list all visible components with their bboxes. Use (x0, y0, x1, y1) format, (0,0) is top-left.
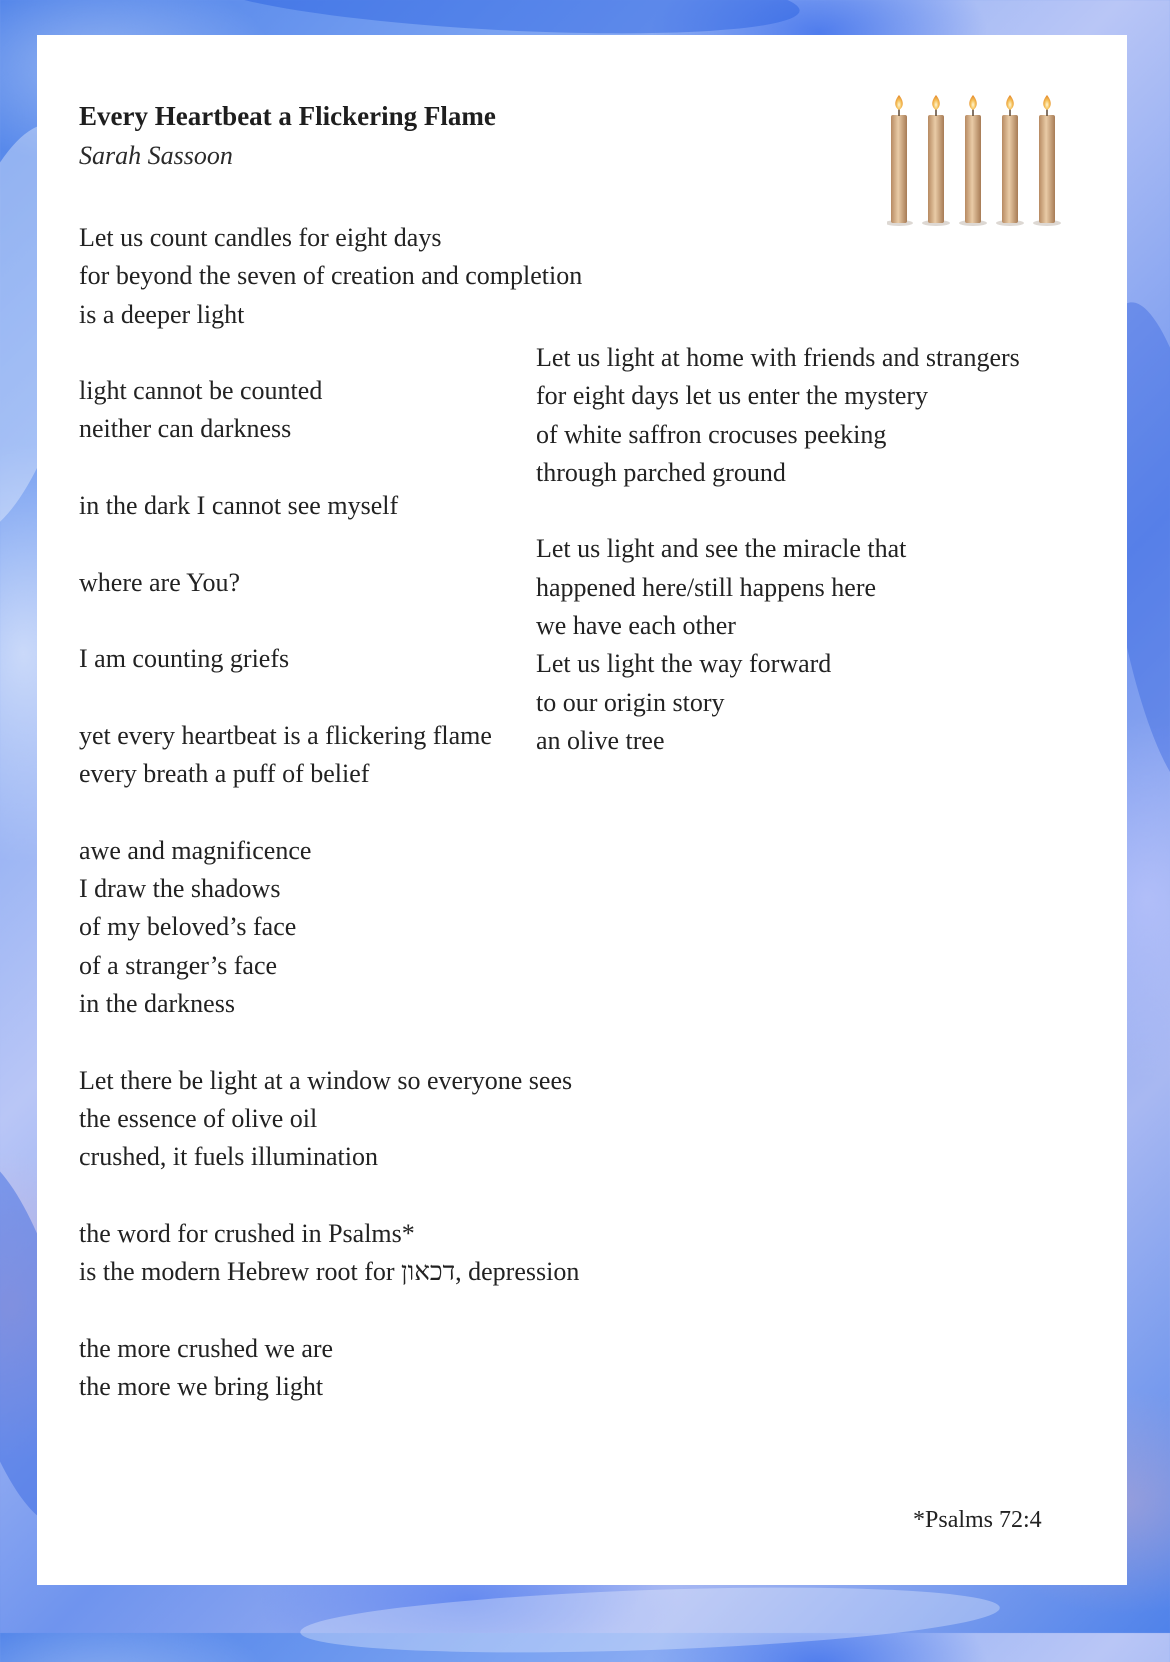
poem-line: is a deeper light (79, 299, 245, 329)
poem-line: light cannot be counted (79, 376, 323, 406)
marble-streak (299, 1578, 1001, 1662)
stanza (536, 339, 1020, 492)
stanza (79, 640, 582, 678)
candle-icon (959, 95, 987, 226)
stanza (79, 1330, 582, 1407)
poem-right-column (536, 339, 1020, 760)
poem-line: the essence of olive oil (79, 1103, 318, 1133)
poem-line: in the darkness (79, 988, 235, 1018)
poem-line: crushed, it fuels illumination (79, 1142, 378, 1172)
stanza (536, 530, 1020, 760)
poem-line: every breath a puff of belief (79, 759, 370, 789)
candle-icon (922, 95, 950, 226)
poem-line: neither can darkness (79, 414, 292, 444)
candles-illustration (887, 93, 1067, 238)
poem-title: Every Heartbeat a Flickering Flame (79, 101, 496, 131)
poem-line: through parched ground (536, 457, 786, 487)
poem-line: we have each other (536, 611, 736, 641)
poem-line: Let us light at home with friends and strangers (536, 343, 1020, 372)
footnote: *Psalms 72:4 (913, 1507, 1042, 1533)
poem-line: to our origin story (536, 687, 725, 717)
poem-author: Sarah Sassoon (79, 141, 233, 170)
poem-line: awe and magnificence (79, 835, 312, 865)
poem-line: in the dark I cannot see myself (79, 491, 399, 521)
poem-line: Let us light the way forward (536, 649, 832, 679)
poem-line: the more crushed we are (79, 1333, 334, 1363)
poem-line: of white saffron crocuses peeking (536, 419, 887, 449)
poem-line: for eight days let us enter the mystery (536, 381, 929, 411)
poem-line: is the modern Hebrew root for דכאון, depression (79, 1257, 580, 1287)
poem-line: I draw the shadows (79, 874, 281, 904)
poem-line: I am counting griefs (79, 644, 290, 674)
poem-line: of a stranger’s face (79, 950, 278, 980)
poem-line: for beyond the seven of creation and completion (79, 261, 583, 291)
poem-line: the word for crushed in Psalms* (79, 1218, 415, 1248)
stanza (79, 487, 582, 525)
stanza (79, 372, 582, 449)
stanza (79, 1215, 582, 1292)
candle-icon (887, 95, 913, 226)
stanza (79, 717, 582, 794)
poem-line: Let us light and see the miracle that (536, 534, 907, 564)
stanza (79, 1062, 582, 1177)
poem-line: yet every heartbeat is a flickering flame (79, 720, 492, 750)
candle-icon (1033, 95, 1061, 226)
poem-line: happened here/still happens here (536, 572, 877, 602)
poem-line: an olive tree (536, 725, 665, 755)
stanza (79, 219, 582, 334)
poem-card (37, 35, 1127, 1585)
candle-icon (996, 95, 1024, 226)
poem-line: Let us count candles for eight days (79, 223, 442, 252)
stanza (79, 564, 582, 602)
poem-line: of my beloved’s face (79, 912, 297, 942)
poem-line: Let there be light at a window so everyone sees (79, 1065, 573, 1095)
poem-left-column (79, 219, 582, 1406)
stanza (79, 832, 582, 1023)
poem-line: where are You? (79, 567, 241, 597)
poem-line: the more we bring light (79, 1371, 324, 1401)
